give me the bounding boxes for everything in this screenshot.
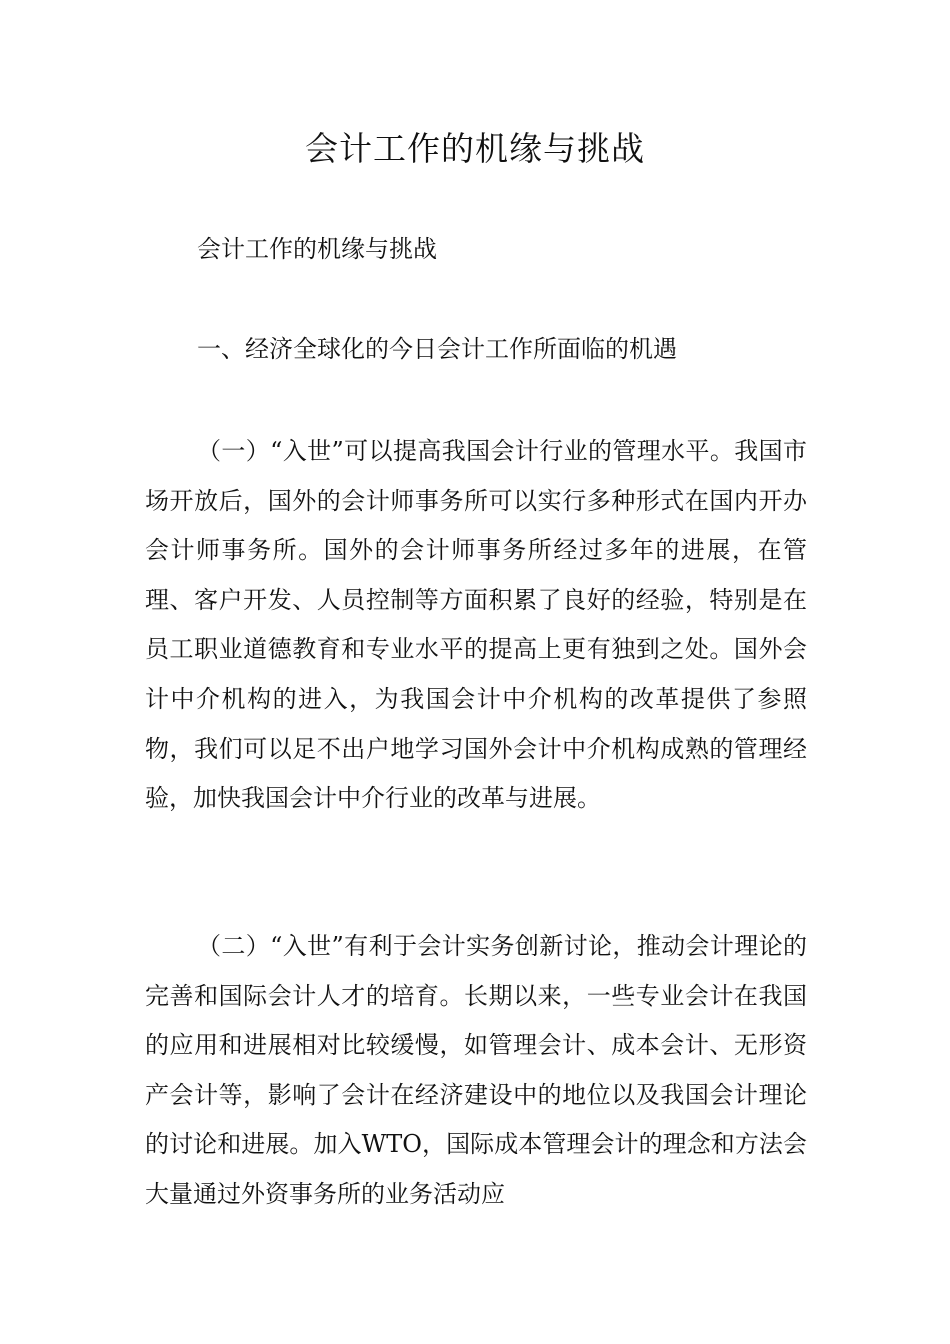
document-subtitle: 会计工作的机缘与挑战 [197, 235, 437, 263]
paragraph-1: （一）“入世”可以提高我国会计行业的管理水平。我国市场开放后，国外的会计师事务所可以实行多种形式在国内开办会计师事务所。国外的会计师事务所经过多年的进展，在管理、客户开发、人员控制等方面积累了良好的经验，特别是在员工职业道德教育和专业水平的提高上更有独到之处。国外会计中介机构的进入，为我国会计中介机构的改革提供了参照物，我们可以足不出户地学习国外会计中介机构成熟的管理经验，加快我国会计中介行业的改革与进展。 [145, 437, 807, 813]
document-title: 会计工作的机缘与挑战 [305, 129, 645, 168]
section-heading: 一、经济全球化的今日会计工作所面临的机遇 [197, 335, 677, 363]
paragraph-2: （二）“入世”有利于会计实务创新讨论，推动会计理论的完善和国际会计人才的培育。长期以来，一些专业会计在我国的应用和进展相对比较缓慢，如管理会计、成本会计、无形资产会计等，影响了会计在经济建设中的地位以及我国会计理论的讨论和进展。加入WTO，国际成本管理会计的理念和方法会大量通过外资事务所的业务活动应 [145, 932, 807, 1208]
